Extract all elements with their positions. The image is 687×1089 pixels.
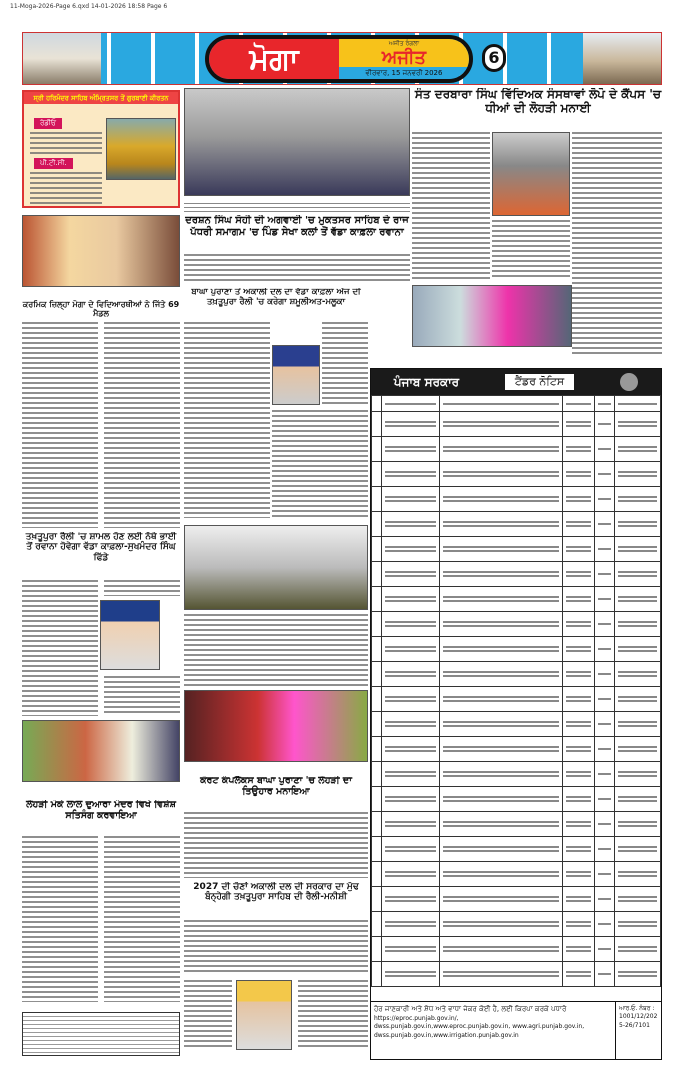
- court-lohri-photo: [184, 690, 368, 762]
- tender-row: [372, 712, 661, 737]
- tender-table: [371, 395, 661, 987]
- ptc-label: ਪੀ.ਟੀ.ਸੀ.: [34, 158, 73, 169]
- tender-row: [372, 937, 661, 962]
- tender-row: [372, 837, 661, 862]
- tender-row: [372, 462, 661, 487]
- tender-row: [372, 787, 661, 812]
- group-photo: [184, 525, 368, 610]
- students-photo: [22, 215, 180, 287]
- radio-label: ਰੇਡੀਓ: [34, 118, 62, 129]
- page-number: 6: [482, 44, 506, 72]
- logo-moga: ਮੋਗਾ: [209, 39, 339, 79]
- headline-2027: 2027 ਦੀ ਚੋਣਾਂ ਅਕਾਲੀ ਦਲ ਦੀ ਸਰਕਾਰ ਦਾ ਮੁੱਢ ਬੰਨ੍ਹੇਗੀ ਤਖ਼ਤੂਪੁਰਾ ਸਾਹਿਬ ਦੀ ਰੈਲੀ-ਮਨੀਸ਼ੀ: [193, 882, 359, 903]
- procession-photo: [184, 88, 410, 196]
- headline-rally: ਤਖ਼ਤੂਪੁਰਾ ਰੈਲੀ 'ਚ ਸ਼ਾਮਲ ਹੋਣ ਲਈ ਨੱਥੇ ਭਾਈ ਤੋਂ ਰਵਾਨਾ ਹੋਵੇਗਾ ਵੱਡਾ ਕਾਫ਼ਲਾ-ਸੁਖਮੰਦਰ ਸਿੰਘ ਫਿੱਡੇ: [25, 532, 177, 563]
- tender-notice: [370, 368, 662, 1060]
- tender-footer-text: ਹੋਰ ਜਾਣਕਾਰੀ ਅਤੇ ਸ਼ੋਧ ਅਤੇ ਵਾਧਾ ਜੇਕਰ ਕੋਈ ਹੈ, ਲਈ ਕਿਰਪਾ ਕਰਕੇ ਪਧਾਰੋ: [374, 1005, 567, 1013]
- tender-row: [372, 612, 661, 637]
- headline-loppo-lohri: ਸੰਤ ਦਰਬਾਰਾ ਸਿੰਘ ਵਿੱਦਿਅਕ ਸੰਸਥਾਵਾਂ ਲੋਪੋ ਦੇ ਕੈਂਪਸ 'ਚ ਧੀਆਂ ਦੀ ਲੋਹੜੀ ਮਨਾਈ: [414, 88, 662, 115]
- tender-row: [372, 737, 661, 762]
- print-slug: 11-Moga-2026-Page 6.qxd 14-01-2026 18:58 Page 6: [10, 3, 168, 10]
- tender-row: [372, 587, 661, 612]
- tender-link[interactable]: dwss.punjab.gov.in,www.irrigation.punjab.gov.in: [374, 1031, 519, 1039]
- tender-row: [372, 562, 661, 587]
- tender-row: [372, 687, 661, 712]
- tagline: ਅਜੀਤ ਰੰਗਲਾ: [388, 40, 420, 47]
- tender-row: [372, 862, 661, 887]
- tender-govt: ਪੰਜਾਬ ਸਰਕਾਰ: [393, 374, 460, 389]
- school-photo: [412, 285, 572, 347]
- bonfire-photo: [492, 132, 570, 216]
- tender-row: [372, 962, 661, 987]
- gurdwara-photo-left: [23, 33, 101, 84]
- tender-link[interactable]: https://eproc.punjab.gov.in/,: [374, 1014, 459, 1022]
- tender-row: [372, 437, 661, 462]
- tender-row: [372, 537, 661, 562]
- golden-temple-photo: [106, 118, 176, 180]
- tender-row: [372, 912, 661, 937]
- tender-row: [372, 812, 661, 837]
- caption: [22, 290, 180, 298]
- tender-row: [372, 887, 661, 912]
- contact-box: [22, 1012, 180, 1056]
- gurbani-box: [22, 90, 180, 208]
- issue-date: ਵੀਰਵਾਰ, 15 ਜਨਵਰੀ 2026: [365, 69, 443, 77]
- tender-row: [372, 662, 661, 687]
- tender-row: [372, 412, 661, 437]
- temple-photo-right: [583, 33, 661, 84]
- logo-ajit: ਅਜੀਤ: [381, 47, 427, 68]
- tender-link[interactable]: dwss.punjab.gov.in,www.eproc.punjab.gov.in, www.agri.punjab.gov.in,: [374, 1023, 585, 1031]
- tender-row: [372, 637, 661, 662]
- headline-court-complex: ਕੋਰਟ ਕੰਪਲੈਕਸ ਬਾਘਾ ਪੁਰਾਣਾ 'ਚ ਲੋਹੜੀ ਦਾ ਤਿਉਹਾਰ ਮਨਾਇਆ: [200, 776, 352, 797]
- leader-portrait: [100, 600, 160, 670]
- gurbani-title: ਸ੍ਰੀ ਹਰਿਮੰਦਰ ਸਾਹਿਬ ਅੰਮ੍ਰਿਤਸਰ ਤੋਂ ਗੁਰਬਾਣੀ ਕੀਰਤਨ: [24, 92, 178, 104]
- tender-row: [372, 487, 661, 512]
- logo: [205, 35, 473, 83]
- headline-lohri-mandir: ਲੋਹੜੀ ਮੌਕੇ ਲਾਲ ਦੁਆਰਾ ਮੰਦਰ ਵਿਖੇ ਵਿਸ਼ੇਸ਼ ਸਤਿਸੰਗ ਕਰਵਾਇਆ: [26, 800, 176, 821]
- headline-medals: ਕਰਮਿਕ ਜ਼ਿਲ੍ਹਾ ਮੋਗਾ ਦੇ ਵਿਦਿਆਰਥੀਆਂ ਨੇ ਜਿੱਤੇ 69 ਮੈਡਲ: [22, 300, 180, 319]
- tender-title: ਟੈਂਡਰ ਨੋਟਿਸ: [505, 374, 574, 390]
- ad-number: ਆਰ.ਓ. ਨੰਬਰ : 1001/12/2025-26/7101: [615, 1002, 661, 1059]
- malooka-portrait: [272, 345, 320, 405]
- tender-row: [372, 762, 661, 787]
- manishi-portrait: [236, 980, 292, 1050]
- satsang-photo: [22, 720, 180, 782]
- headline-sekha-kalan: ਦਰਸ਼ਨ ਸਿੰਘ ਸੋਹੀ ਦੀ ਅਗਵਾਈ 'ਚ ਮੁਕਤਸਰ ਸਾਹਿਬ ਦੇ ਰਾਜ ਪੱਧਰੀ ਸਮਾਗਮ 'ਚ ਪਿੰਡ ਸੇਖਾ ਕਲਾਂ ਤੋਂ ਵੱਡਾ ਕਾਫ਼ਲਾ ਰਵਾਨਾ: [185, 215, 409, 238]
- tender-row: [372, 512, 661, 537]
- punjab-emblem-icon: [620, 373, 638, 391]
- headline-bagha-purana: ਬਾਘਾ ਪੁਰਾਣਾ ਤੋਂ ਅਕਾਲੀ ਦਲ ਦਾ ਵੱਡਾ ਕਾਫ਼ਲਾ ਅੱਜ ਦੀ ਤਖ਼ਤੂਪੁਰਾ ਰੈਲੀ 'ਚ ਕਰੇਗਾ ਸ਼ਮੂਲੀਅਤ-ਮਲੂਕਾ: [191, 288, 361, 307]
